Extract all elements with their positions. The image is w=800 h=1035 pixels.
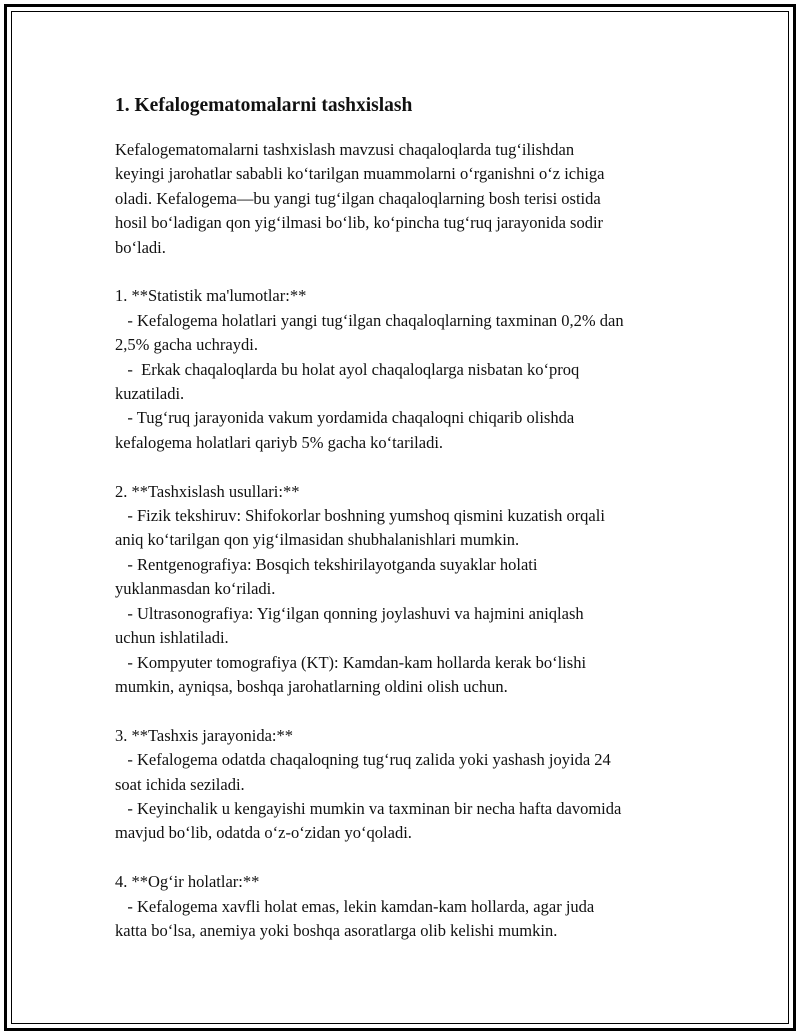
list-item: - Kefalogema xavfli holat emas, lekin kamdan-kam hollarda, agar juda katta bo‘lsa, anemiya yoki boshqa asoratlarga olib kelishi mumkin. (115, 896, 595, 940)
intro-paragraph: Kefalogematomalarni tashxislash mavzusi chaqaloqlarda tug‘ilishdan keyingi jarohatlar sababli ko‘tarilgan muammolarni o‘rganishni o‘z ichiga oladi. Kefalogema—bu yangi tug‘ilgan chaqaloqlarning bosh terisi ostida hosil bo‘ladigan qon yig‘ilmasi bo‘lib, ko‘pincha tug‘ruq jarayonida sodir bo‘ladi. (115, 140, 605, 257)
list-item: - Ultrasonografiya: Yig‘ilgan qonning joylashuvi va hajmini aniqlash uchun ishlatiladi. (115, 603, 584, 648)
list-item: - Kefalogema holatlari yangi tug‘ilgan chaqaloqlarning taxminan 0,2% dan 2,5% gacha uchraydi. (115, 310, 624, 355)
section-heading: 4. **Og‘ir holatlar:** (115, 872, 260, 892)
list-item: - Tug‘ruq jarayonida vakum yordamida chaqaloqni chiqarib olishda kefalogema holatlari qariyb 5% gacha ko‘tariladi. (115, 408, 575, 452)
list-item: - Fizik tekshiruv: Shifokorlar boshning yumshoq qismini kuzatish orqali aniq ko‘tarilgan qon yig‘ilmasidan shubhalanishlari mumkin. (115, 506, 605, 550)
section-severe-cases (115, 870, 700, 943)
section-heading: 3. **Tashxis jarayonida:** (115, 725, 294, 745)
section-diagnosis-methods (115, 480, 700, 700)
document-body (115, 92, 700, 943)
document-title: 1. Kefalogematomalarni tashxislash (115, 95, 413, 116)
list-item: - Kefalogema odatda chaqaloqning tug‘ruq zalida yoki yashash joyida 24 soat ichida seziladi. (115, 750, 611, 794)
section-diagnosis-process (115, 724, 700, 846)
list-item: - Rentgenografiya: Bosqich tekshirilayotganda suyaklar holati yuklanmasdan ko‘riladi. (115, 554, 538, 599)
section-heading: 1. **Statistik ma'lumotlar:** (115, 286, 307, 306)
list-item: - Kompyuter tomografiya (KT): Kamdan-kam hollarda kerak bo‘lishi mumkin, ayniqsa, boshqa jarohatlarning oldini olish uchun. (115, 652, 587, 696)
list-item: - Keyinchalik u kengayishi mumkin va taxminan bir necha hafta davomida mavjud bo‘lib, odatda o‘z-o‘zidan yo‘qoladi. (115, 798, 622, 843)
section-statistics (115, 284, 700, 455)
list-item: - Erkak chaqaloqlarda bu holat ayol chaqaloqlarga nisbatan ko‘proq kuzatiladi. (115, 359, 580, 404)
section-heading: 2. **Tashxislash usullari:** (115, 481, 300, 501)
